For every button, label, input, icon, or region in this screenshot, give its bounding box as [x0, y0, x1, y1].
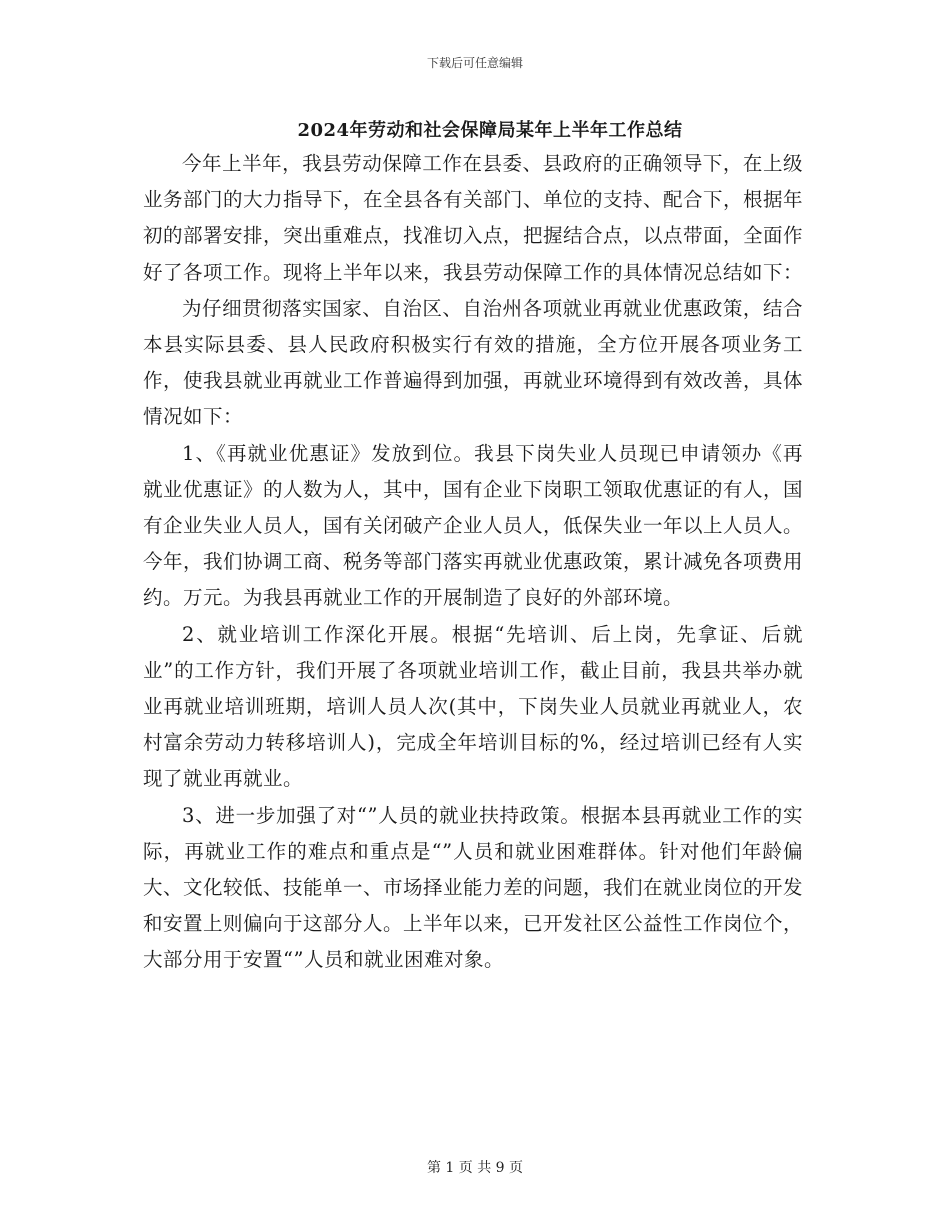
paragraph-intro: 今年上半年，我县劳动保障工作在县委、县政府的正确领导下，在上级业务部门的大力指导下，在全县各有关部门、单位的支持、配合下，根据年初的部署安排，突出重难点，找准切入点，把握结合点，以点带面，全面作好了各项工作。现将上半年以来，我县劳动保障工作的具体情况总结如下： — [143, 152, 804, 284]
paragraph-item-2: 2、就业培训工作深化开展。根据“先培训、后上岗，先拿证、后就业”的工作方针，我们开展了各项就业培训工作，截止目前，我县共举办就业再就业培训班期，培训人员人次(其中，下岗失业人员就业再就业人，农村富余劳动力转移培训人)，完成全年培训目标的%，经过培训已经有人实现了就业再就业。 — [143, 622, 803, 791]
paragraph-policy: 为仔细贯彻落实国家、自治区、自治州各项就业再就业优惠政策，结合本县实际县委、县人民政府积极实行有效的措施，全方位开展各项业务工作，使我县就业再就业工作普遍得到加强，再就业环境得到有效改善，具体情况如下： — [143, 296, 804, 429]
page-header-note: 下载后可任意编辑 — [426, 56, 523, 70]
document-title: 2024年劳动和社会保障局某年上半年工作总结 — [297, 120, 683, 141]
paragraph-item-1: 1、《再就业优惠证》发放到位。我县下岗失业人员现已申请领办《再就业优惠证》的人数为人，其中，国有企业下岗职工领取优惠证的有人，国有企业失业人员人，国有关闭破产企业人员人，低保失业一年以上人员人。今年，我们协调工商、税务等部门落实再就业优惠政策，累计减免各项费用约。万元。为我县再就业工作的开展制造了良好的外部环境。 — [143, 441, 804, 610]
page-number-footer: 第 1 页 共 9 页 — [426, 1160, 524, 1176]
document-body — [143, 146, 803, 979]
paragraph-item-3: 3、进一步加强了对“”人员的就业扶持政策。根据本县再就业工作的实际，再就业工作的难点和重点是“”人员和就业困难群体。针对他们年龄偏大、文化较低、技能单一、市场择业能力差的问题，我们在就业岗位的开发和安置上则偏向于这部分人。上半年以来，已开发社区公益性工作岗位个，大部分用于安置“”人员和就业困难对象。 — [143, 803, 804, 972]
